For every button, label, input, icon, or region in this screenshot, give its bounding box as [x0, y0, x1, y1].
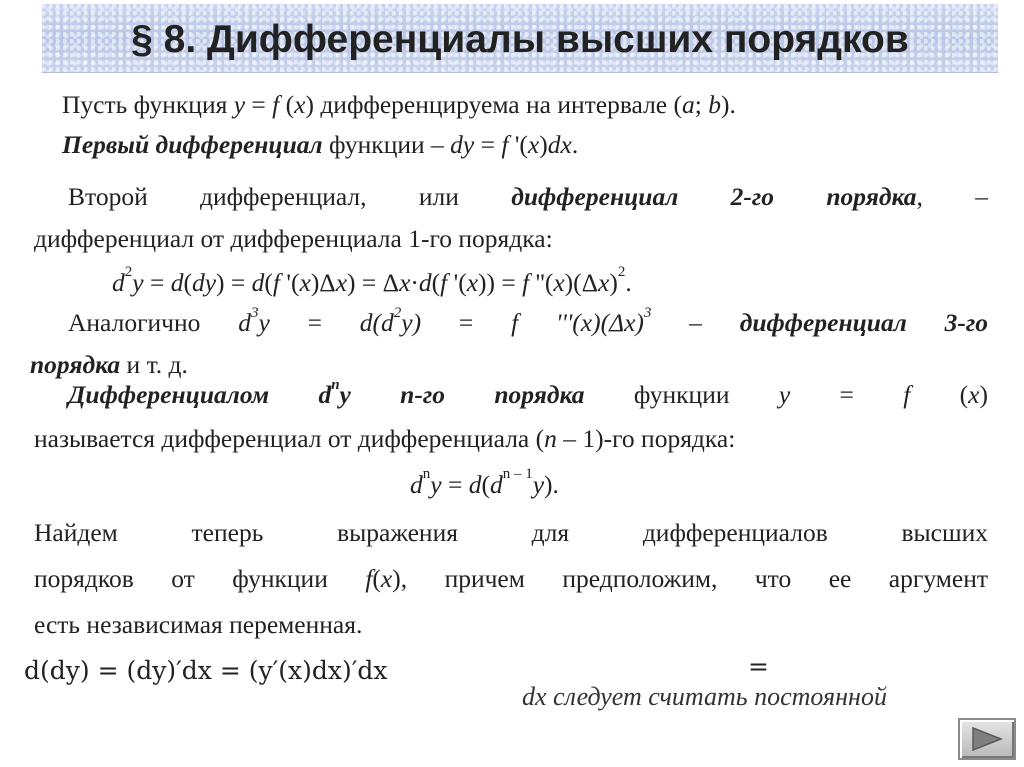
text: ( [279, 90, 295, 119]
text: = [421, 308, 512, 337]
term-second-order: дифференциал 2-го порядка [511, 182, 917, 211]
text: = [245, 90, 273, 119]
var-x: x [527, 130, 540, 159]
var-a: a [681, 90, 695, 119]
note-dx-constant: dx следует считать постоянной [522, 682, 887, 711]
formula-nth-differential: $d^ny = d(d^{n - 1}y)$. [410, 466, 559, 499]
term-order: порядка [30, 350, 121, 379]
text: ), причем предположим, что ее аргумент [392, 564, 988, 593]
text: ( [910, 380, 969, 409]
text: Аналогично [68, 308, 239, 337]
text: . [571, 130, 579, 159]
var-x: x [294, 90, 306, 119]
formula-ddy: d(dy) = (dy)′dx = (y′(x)dx)′dx [24, 656, 388, 685]
term-first-differential: Первый дифференциал [62, 130, 323, 159]
next-slide-button[interactable] [958, 718, 1016, 760]
find-expressions-line: Найдем теперь выражения для дифференциалов высших [34, 518, 988, 547]
equals-sign: = [748, 652, 769, 681]
find-expressions-line-2 [34, 566, 988, 592]
page-title: § 8. Дифференциалы высших порядков [131, 18, 909, 61]
d3y: $d^3y$ [238, 305, 270, 337]
text: ( [372, 564, 381, 593]
var-dy: dy [450, 130, 475, 159]
nth-differential-line [68, 377, 988, 409]
text: ) [539, 130, 548, 159]
nth-differential-line-2: называется дифференциал от дифференциала (n – 1)-го порядка: [34, 424, 736, 453]
var-f: f [272, 90, 280, 119]
text: функции – [322, 130, 451, 159]
var-f: f [903, 380, 911, 409]
text: ) [979, 380, 988, 409]
var-y: y [233, 90, 246, 119]
text: , – [916, 182, 989, 211]
intro-line [62, 92, 736, 118]
var-f: f [501, 130, 509, 159]
text: '( [508, 130, 528, 159]
second-differential-line-2: дифференциал от дифференциала 1-го порядка: [34, 224, 553, 253]
text: Пусть функция [62, 90, 234, 119]
text: = [790, 380, 904, 409]
first-differential-line [62, 132, 578, 158]
var-b: b [708, 90, 721, 119]
text: – [651, 308, 740, 337]
text: ). [720, 90, 736, 119]
title-band [42, 4, 998, 73]
formula-second-differential: $d^2y = d(dy) = d(f$ '(x)Δx) = Δx·d(f '(x)) = f ''$(x)(\Delta x)^2$. [112, 264, 632, 297]
text: = [269, 308, 360, 337]
text: функции [584, 380, 779, 409]
term-nth-differential: Дифференциалом [68, 380, 319, 409]
term-dny-order: $d^ny$ n-го порядка [318, 377, 585, 409]
var-f: f [365, 564, 373, 593]
var-dx: dx [547, 130, 572, 159]
text: порядков от функции [34, 564, 366, 593]
next-arrow-icon [969, 726, 1005, 752]
find-expressions-line-3: есть независимая переменная. [34, 610, 363, 639]
var-x: x [968, 380, 980, 409]
second-differential-line [68, 184, 988, 210]
text: Второй дифференциал, или [68, 182, 512, 211]
f-triple-prime: f '''$(x)(\Delta x)^3$ [511, 305, 652, 337]
text: = [474, 130, 502, 159]
d-of-d2y: $d(d^2y)$ [359, 305, 422, 337]
third-differential-line-2 [30, 352, 188, 378]
var-y: y [778, 380, 791, 409]
term-third-order: дифференциал 3-го [739, 308, 989, 337]
text: и т. д. [120, 350, 188, 379]
var-x: x [380, 564, 393, 593]
text: ; [694, 90, 709, 119]
third-differential-line [68, 305, 989, 337]
text: ) дифференцируема на интервале ( [305, 90, 682, 119]
